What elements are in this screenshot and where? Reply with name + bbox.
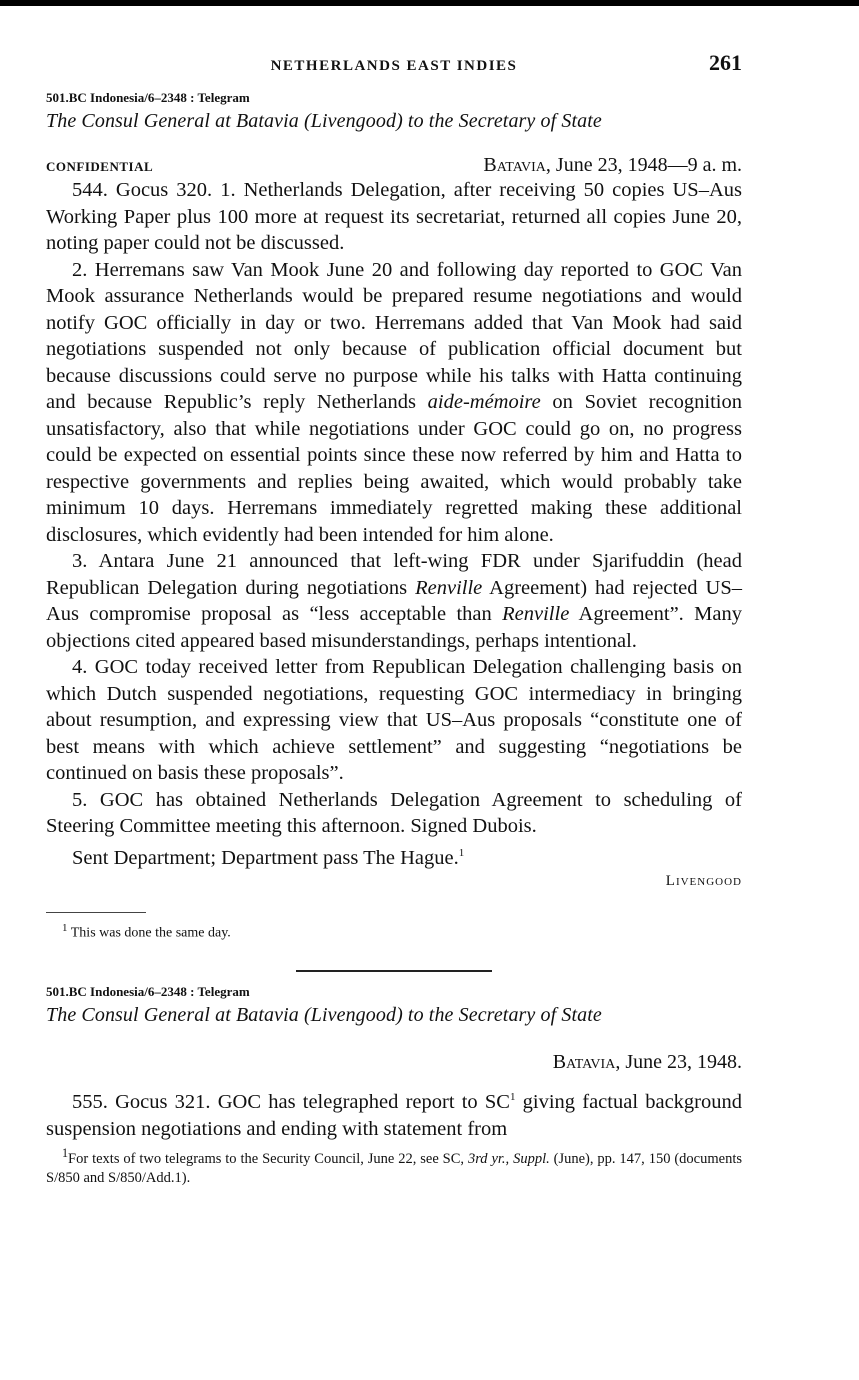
dateline-row [46,147,742,177]
dateline-date: , June 23, 1948—9 a. m. [545,154,742,176]
footnote-rule [46,912,146,913]
paragraph-1: 544. Gocus 320. 1. Netherlands Delegation, after receiving 50 copies US–Aus Working Paper plus 100 more at request its secretariat, returned all copies June 20, noting paper could not be discussed. [46,179,742,254]
paragraph-2 [46,257,742,549]
page-number: 261 [709,50,742,75]
running-title: NETHERLANDS EAST INDIES [270,58,518,74]
dateline [46,1051,742,1074]
running-head [46,50,742,84]
paragraph-5: 5. GOC has obtained Netherlands Delegation Agreement to scheduling of Steering Committee meeting this afternoon. Signed Dubois. [46,788,742,837]
paragraph-1-text-b: giving factual background suspension negotiations and ending with statement from [46,1091,742,1140]
footnote-marker: 1 [62,1146,69,1161]
section-divider [296,970,492,972]
paragraph-3-text-b: Agreement) had rejected US–Aus compromise proposal as “less acceptable than [46,576,742,625]
footnote [46,919,742,943]
footnote [46,1144,742,1188]
footnote-reference: 1 [509,1091,516,1104]
paragraph-6 [46,840,742,871]
dateline-date: , June 23, 1948. [615,1051,742,1074]
footnote-marker: 1 [62,921,68,934]
footnote-emphasis: 3rd yr., Suppl. [467,1151,550,1168]
paragraph-3 [46,548,742,654]
document-title: The Consul General at Batavia (Livengood) to the Secretary of State [46,1004,602,1027]
signature: Livengood [665,872,742,889]
footnote-text-a: For texts of two telegrams to the Security Council, June 22, see SC, [68,1151,468,1168]
paragraph-3-emphasis-2: Renville [502,603,570,625]
document-2 [46,984,742,1188]
paragraph-2-emphasis: aide-mémoire [427,391,541,413]
footnote-reference: 1 [458,846,465,859]
paragraph-1 [46,1084,742,1142]
paragraph-2-text-a: 2. Herremans saw Van Mook June 20 and following day reported to GOC Van Mook assurance Netherlands would be prepared resume negotiations and would notify GOC officially in day or two. Herremans added that Van Mook had said negotiations suspended not only because of publication official document but because discussions could serve no purpose while his talks with Hatta continuing and because Republic’s reply Netherlands [46,258,742,413]
footnote-text: This was done the same day. [70,925,231,941]
footnote-text-b: (June), pp. 147, 150 (documents S/850 and S/850/Add.1). [46,1151,743,1187]
file-reference: 501.BC Indonesia/6–2348 : Telegram [46,984,250,1000]
paragraph-3-text-c: Agreement”. Many objections cited appeared based misunderstandings, perhaps intentional. [46,603,742,652]
paragraph-3-emphasis-1: Renville [415,576,483,599]
paragraph-3-text-a: 3. Antara June 21 announced that left-wing FDR under Sjarifuddin (head Republican Delegation during negotiations [46,550,742,599]
dateline-place: Batavia [483,154,546,176]
paragraph-1-text-a: 555. Gocus 321. GOC has telegraphed report to SC [72,1091,510,1114]
classification-label: CONFIDENTIAL [46,159,154,174]
document-title: The Consul General at Batavia (Livengood) to the Secretary of State [46,110,602,132]
dateline [483,154,742,177]
book-page [46,50,742,1188]
file-reference: 501.BC Indonesia/6–2348 : Telegram [46,90,250,105]
document-1 [46,90,742,942]
paragraph-4: 4. GOC today received letter from Republican Delegation challenging basis on which Dutch suspended negotiations, requesting GOC intermediacy in bringing about resumption, and expressing view that US–Aus proposals “constitute one of best means with which achieve settlement” and suggesting “negotiations be continued on basis these proposals”. [46,656,742,784]
page-top-edge [0,0,859,6]
dateline-place: Batavia [552,1051,616,1074]
paragraph-2-text-b: on Soviet recognition unsatisfactory, also that while negotiations under GOC could go on, no progress could be expected on essential points since these now referred by him and Hatta to respective governments and replies being awaited, which would probably take minimum 10 days. Herremans immediately regretted making these additional disclosures, which evidently had been intended for him alone. [46,391,742,546]
paragraph-6-text: Sent Department; Department pass The Hague. [72,846,459,869]
